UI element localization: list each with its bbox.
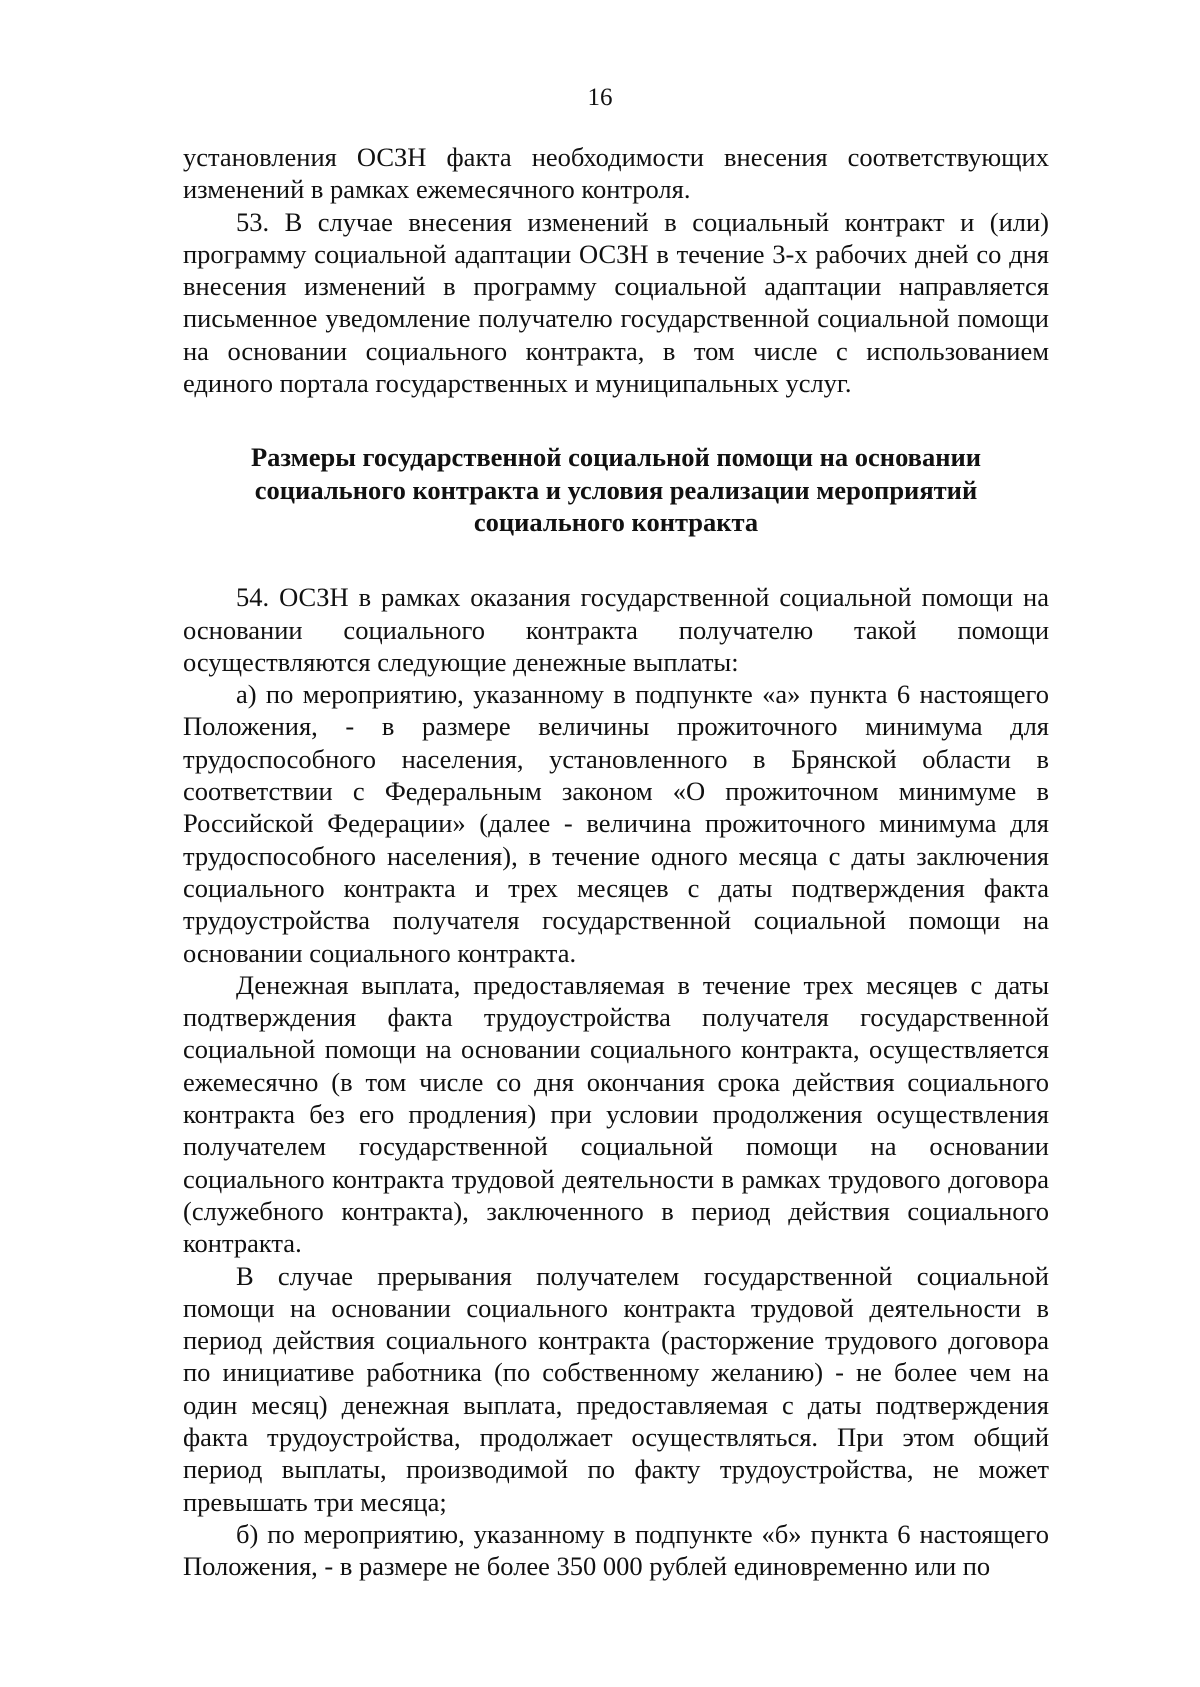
- page-number: 16: [587, 84, 613, 111]
- paragraph: В случае прерывания получателем государственной социальной помощи на основании социального контракта трудовой деятельности в период действия социального контракта (расторжение трудового договора по инициативе работника (по собственному желанию) - не более чем на один месяц) денежная выплата, предоставляемая с даты подтверждения факта трудоустройства, продолжает осуществляться. При этом общий период выплаты, производимой по факту трудоустройства, не может превышать три месяца;: [183, 1260, 1049, 1517]
- document-body: [183, 141, 1049, 1582]
- paragraph: Денежная выплата, предоставляемая в течение трех месяцев с даты подтверждения факта трудоустройства получателя государственной социальной помощи на основании социального контракта, осуществляется ежемесячно (в том числе со дня окончания срока действия социального контракта без его продления) при условии продолжения осуществления получателем государственной социальной помощи на основании социального контракта трудовой деятельности в рамках трудового договора (служебного контракта), заключенного в период действия социального контракта.: [183, 969, 1049, 1259]
- subparagraph-a: а) по мероприятию, указанному в подпункте «а» пункта 6 настоящего Положения, - в размере величины прожиточного минимума для трудоспособного населения, установленного в Брянской области в соответствии с Федеральным законом «О прожиточном минимуме в Российской Федерации» (далее - величина прожиточного минимума для трудоспособного населения), в течение одного месяца с даты заключения социального контракта и трех месяцев с даты подтверждения факта трудоустройства получателя государственной социальной помощи на основании социального контракта.: [183, 679, 1049, 968]
- paragraph-53: 53. В случае внесения изменений в социальный контракт и (или) программу социальной адаптации ОСЗН в течение 3-х рабочих дней со дня внесения изменений в программу социальной адаптации направляется письменное уведомление получателю государственной социальной помощи на основании социального контракта, в том числе с использованием единого портала государственных и муниципальных услуг.: [183, 206, 1049, 399]
- section-heading-line: Размеры государственной социальной помощи на основании: [250, 442, 982, 473]
- paragraph: установления ОСЗН факта необходимости внесения соответствующих изменений в рамках ежемесячного контроля.: [183, 142, 1049, 205]
- paragraph-54: 54. ОСЗН в рамках оказания государственной социальной помощи на основании социального контракта получателю такой помощи осуществляются следующие денежные выплаты:: [183, 582, 1049, 677]
- section-heading-line: социального контракта и условия реализации мероприятий: [254, 474, 978, 505]
- subparagraph-b: б) по мероприятию, указанному в подпункте «б» пункта 6 настоящего Положения, - в размере не более 350 000 рублей единовременно или по: [183, 1518, 1049, 1582]
- section-heading-line: социального контракта: [473, 506, 759, 537]
- section-heading: [183, 441, 1049, 538]
